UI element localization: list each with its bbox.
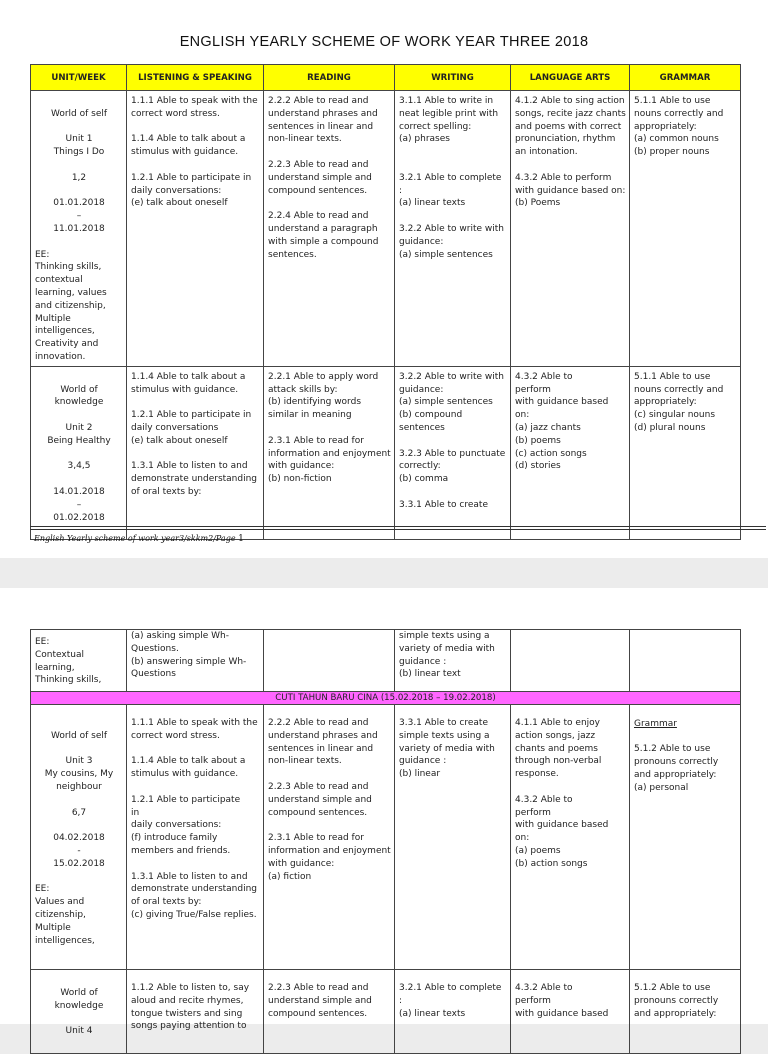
ee-notes: EE: Thinking skills, contextual learning, values and citizenship, Multiple intelligences, Creativity and innovation. (35, 249, 107, 362)
listening-cell: 1.1.2 Able to listen to, say aloud and recite rhymes, tongue twisters and sing songs paying attention to (127, 970, 264, 1054)
grammar-label: Grammar (634, 718, 677, 729)
unit-info: World of self Unit 1 Things I Do 1,2 01.01.2018 – 11.01.2018 (50, 108, 108, 234)
language-arts-cell (511, 630, 630, 692)
header-grammar: GRAMMAR (630, 65, 741, 91)
table-row (31, 630, 741, 692)
table-row (31, 970, 741, 1054)
page-footer (34, 534, 244, 544)
grammar-text: 5.1.2 Able to use pronouns correctly and appropriately: (a) personal (634, 744, 719, 793)
language-arts-cell: 4.1.2 Able to sing action songs, recite jazz chants and poems with correct pronunciation, rhythm an intonation. 4.3.2 Able to perform with guidance based on: (b) Poems (511, 91, 630, 367)
writing-cell: 3.1.1 Able to write in neat legible print with correct spelling: (a) phrases 3.2.1 Able to complete : (a) linear texts 3.2.2 Able to write with guidance: (a) simple sentences (395, 91, 511, 367)
reading-cell (264, 630, 395, 692)
unit-week-cell (31, 91, 127, 367)
listening-cell: 1.1.1 Able to speak with the correct word stress. 1.1.4 Able to talk about a stimulus with guidance. 1.2.1 Able to participate in daily conversations: (f) introduce family members and friends. 1.3.1 Able to listen to and demonstrate understanding of oral texts by: (c) giving True/False replies. (127, 705, 264, 970)
scheme-table-page-2 (30, 629, 741, 1054)
unit-week-cell (31, 705, 127, 970)
footer-text: English Yearly scheme of work year3/skkm2/Page (34, 534, 236, 543)
table-row (31, 366, 741, 539)
header-listening-speaking: LISTENING & SPEAKING (127, 65, 264, 91)
writing-cell: 3.2.2 Able to write with guidance: (a) simple sentences (b) compound sentences 3.2.3 Able to punctuate correctly: (b) comma 3.3.1 Able to create (395, 366, 511, 539)
table-header-row (31, 65, 741, 91)
writing-cell: 3.2.1 Able to complete : (a) linear texts (395, 970, 511, 1054)
unit-week-cell (31, 970, 127, 1054)
header-language-arts: LANGUAGE ARTS (511, 65, 630, 91)
listening-cell: 1.1.1 Able to speak with the correct word stress. 1.1.4 Able to talk about a stimulus with guidance. 1.2.1 Able to participate in daily conversations: (e) talk about oneself (127, 91, 264, 367)
reading-cell: 2.2.1 Able to apply word attack skills by: (b) identifying words similar in meaning 2.3.1 Able to read for information and enjoyment with guidance: (b) non-fiction (264, 366, 395, 539)
writing-cell: simple texts using a variety of media with guidance : (b) linear text (395, 630, 511, 692)
ee-notes: EE: Values and citizenship, Multiple intelligences, (35, 884, 95, 946)
unit-info: World of self Unit 3 My cousins, My neighbour 6,7 04.02.2018 - 15.02.2018 (44, 730, 114, 869)
listening-cell: 1.1.4 Able to talk about a stimulus with guidance. 1.2.1 Able to participate in daily conversations (e) talk about oneself 1.3.1 Able to listen to and demonstrate understanding of oral texts by: (127, 366, 264, 539)
writing-cell: 3.3.1 Able to create simple texts using a variety of media with guidance : (b) linear (395, 705, 511, 970)
reading-cell: 2.2.2 Able to read and understand phrases and sentences in linear and non-linear texts. 2.2.3 Able to read and understand simple and compound sentences. 2.3.1 Able to read for information and enjoyment with guidance: (a) fiction (264, 705, 395, 970)
unit-week-cell (31, 366, 127, 539)
unit-info: World of knowledge Unit 2 Being Healthy 3,4,5 14.01.2018 – 01.02.2018 (47, 384, 111, 523)
grammar-cell (630, 630, 741, 692)
grammar-cell: 5.1.1 Able to use nouns correctly and appropriately: (c) singular nouns (d) plural nouns (630, 366, 741, 539)
holiday-row (31, 692, 741, 705)
document-page-2 (0, 588, 768, 1037)
reading-cell: 2.2.2 Able to read and understand phrases and sentences in linear and non-linear texts. 2.2.3 Able to read and understand simple and compound sentences. 2.2.4 Able to read and understand a paragraph with simple a compound sentences. (264, 91, 395, 367)
header-unit-week: UNIT/WEEK (31, 65, 127, 91)
language-arts-cell: 4.3.2 Able to perform with guidance based on: (a) jazz chants (b) poems (c) action songs (d) stories (511, 366, 630, 539)
grammar-cell: 5.1.2 Able to use pronouns correctly and appropriately: (630, 970, 741, 1054)
document-title: ENGLISH YEARLY SCHEME OF WORK YEAR THREE 2018 (179, 34, 589, 50)
holiday-banner: CUTI TAHUN BARU CINA (15.02.2018 – 19.02.2018) (31, 692, 741, 705)
reading-cell: 2.2.3 Able to read and understand simple and compound sentences. (264, 970, 395, 1054)
grammar-cell (630, 705, 741, 970)
footer-rule (30, 526, 766, 530)
header-writing: WRITING (395, 65, 511, 91)
table-row (31, 705, 741, 970)
language-arts-cell: 4.1.1 Able to enjoy action songs, jazz chants and poems through non-verbal response. 4.3.2 Able to perform with guidance based on: (a) poems (b) action songs (511, 705, 630, 970)
page-number: 1 (238, 534, 244, 544)
scheme-table-page-1 (30, 64, 741, 540)
unit-info: World of knowledge Unit 4 (54, 987, 104, 1037)
listening-cell: (a) asking simple Wh-Questions. (b) answering simple Wh-Questions (127, 630, 264, 692)
table-row (31, 91, 741, 367)
ee-notes: EE: Contextual learning, Thinking skills, (31, 630, 127, 692)
grammar-cell: 5.1.1 Able to use nouns correctly and appropriately: (a) common nouns (b) proper nouns (630, 91, 741, 367)
header-reading: READING (264, 65, 395, 91)
language-arts-cell: 4.3.2 Able to perform with guidance based (511, 970, 630, 1054)
